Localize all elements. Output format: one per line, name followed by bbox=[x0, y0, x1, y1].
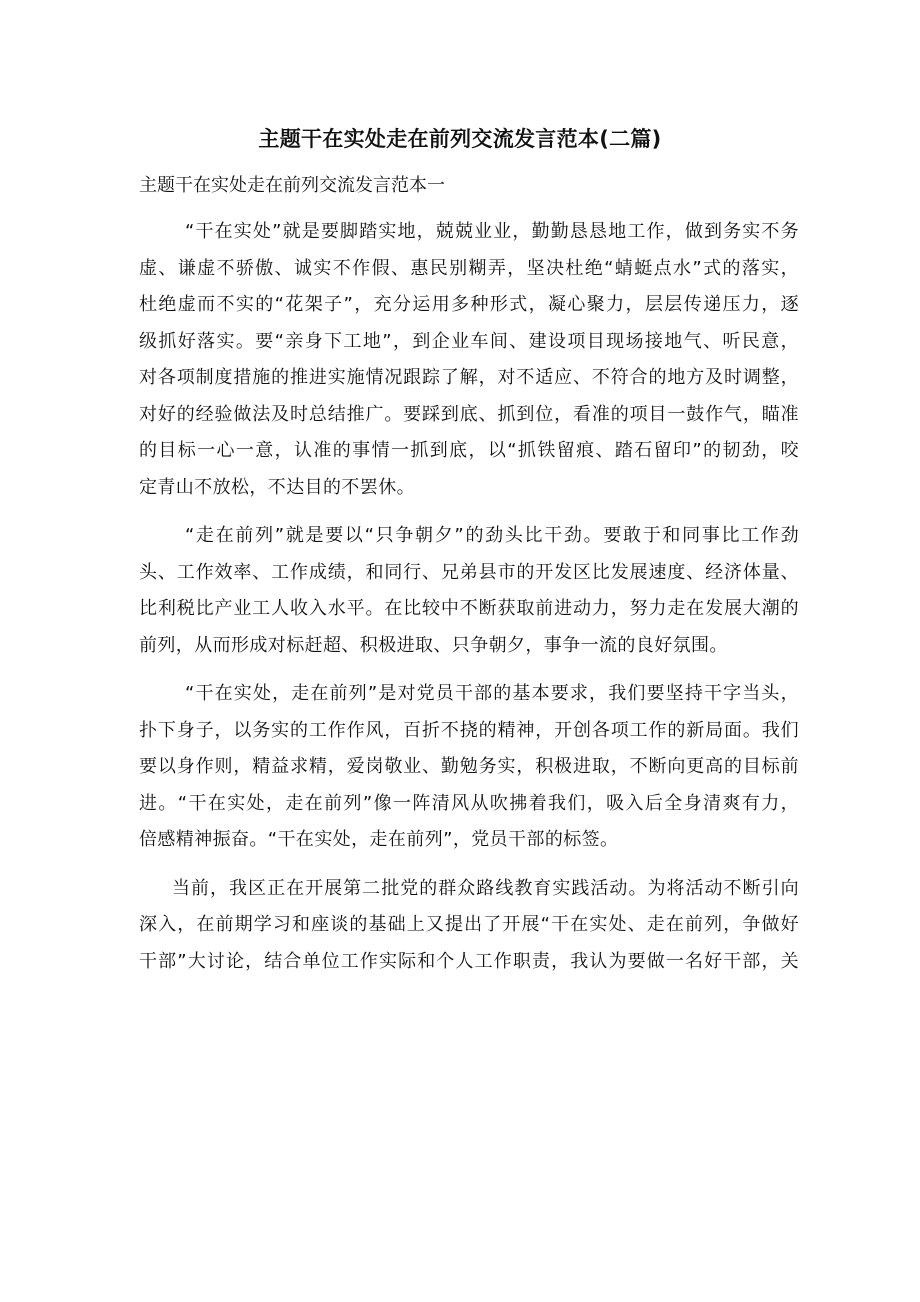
paragraph-line: 比利税比产业工人收入水平。在比较中不断获取前进动力，努力走在发展大潮的 bbox=[139, 598, 799, 619]
paragraph-line: 对各项制度措施的推进实施情况跟踪了解，对不适应、不符合的地方及时调整， bbox=[139, 367, 799, 388]
document-subtitle: 主题干在实处走在前列交流发言范本一 bbox=[139, 175, 445, 196]
paragraph-line: “走在前列”就是要以“只争朝夕”的劲头比干劲。要敢于和同事比工作劲 bbox=[185, 525, 799, 546]
paragraph-line: 杜绝虚而不实的“花架子”，充分运用多种形式，凝心聚力，层层传递压力，逐 bbox=[139, 294, 799, 315]
paragraph-line: 头、工作效率、工作成绩，和同行、兄弟县市的开发区比发展速度、经济体量、 bbox=[139, 561, 799, 583]
paragraph-1 bbox=[139, 214, 799, 506]
paragraph-line: 级抓好落实。要“亲身下工地”，到企业车间、建设项目现场接地气、听民意， bbox=[139, 330, 799, 352]
paragraph-line: 扑下身子，以务实的工作作风，百折不挠的精神，开创各项工作的新局面。我们 bbox=[139, 719, 799, 741]
document-title: 主题干在实处走在前列交流发言范本(二篇) bbox=[258, 127, 662, 151]
paragraph-3 bbox=[139, 676, 799, 859]
paragraph-2 bbox=[139, 518, 799, 664]
paragraph-line: 的目标一心一意，认准的事情一抓到底，以“抓铁留痕、踏石留印”的韧劲，咬 bbox=[139, 440, 799, 461]
paragraph-line: 要以身作则，精益求精，爱岗敬业、勤勉务实，积极进取，不断向更高的目标前 bbox=[139, 756, 799, 777]
paragraph-line: “干在实处”就是要脚踏实地，兢兢业业，勤勤恳恳地工作，做到务实不务 bbox=[185, 221, 799, 242]
paragraph-line: 倍感精神振奋。“干在实处，走在前列”，党员干部的标签。 bbox=[139, 829, 619, 850]
paragraph-line: 进。“干在实处，走在前列”像一阵清风从吹拂着我们，吸入后全身清爽有力， bbox=[139, 792, 799, 814]
paragraph-line: 前列，从而形成对标赶超、积极进取、只争朝夕，事争一流的良好氛围。 bbox=[139, 634, 728, 656]
paragraph-line: 对好的经验做法及时总结推广。要踩到底、抓到位，看准的项目一鼓作气，瞄准 bbox=[139, 403, 799, 425]
document-body bbox=[139, 214, 799, 992]
paragraph-line: 虚、谦虚不骄傲、诚实不作假、惠民别糊弄，坚决杜绝“蜻蜓点水”式的落实， bbox=[139, 257, 799, 279]
paragraph-line: 干部”大讨论，结合单位工作实际和个人工作职责，我认为要做一名好干部，关 bbox=[139, 950, 799, 972]
paragraph-line: “干在实处，走在前列”是对党员干部的基本要求，我们要坚持干字当头， bbox=[185, 683, 799, 704]
paragraph-line: 定青山不放松，不达目的不罢休。 bbox=[139, 476, 415, 498]
paragraph-4 bbox=[139, 871, 799, 981]
paragraph-line: 当前，我区正在开展第二批党的群众路线教育实践活动。为将活动不断引向 bbox=[172, 877, 799, 899]
paragraph-line: 深入，在前期学习和座谈的基础上又提出了开展“干在实处、走在前列，争做好 bbox=[139, 914, 799, 935]
